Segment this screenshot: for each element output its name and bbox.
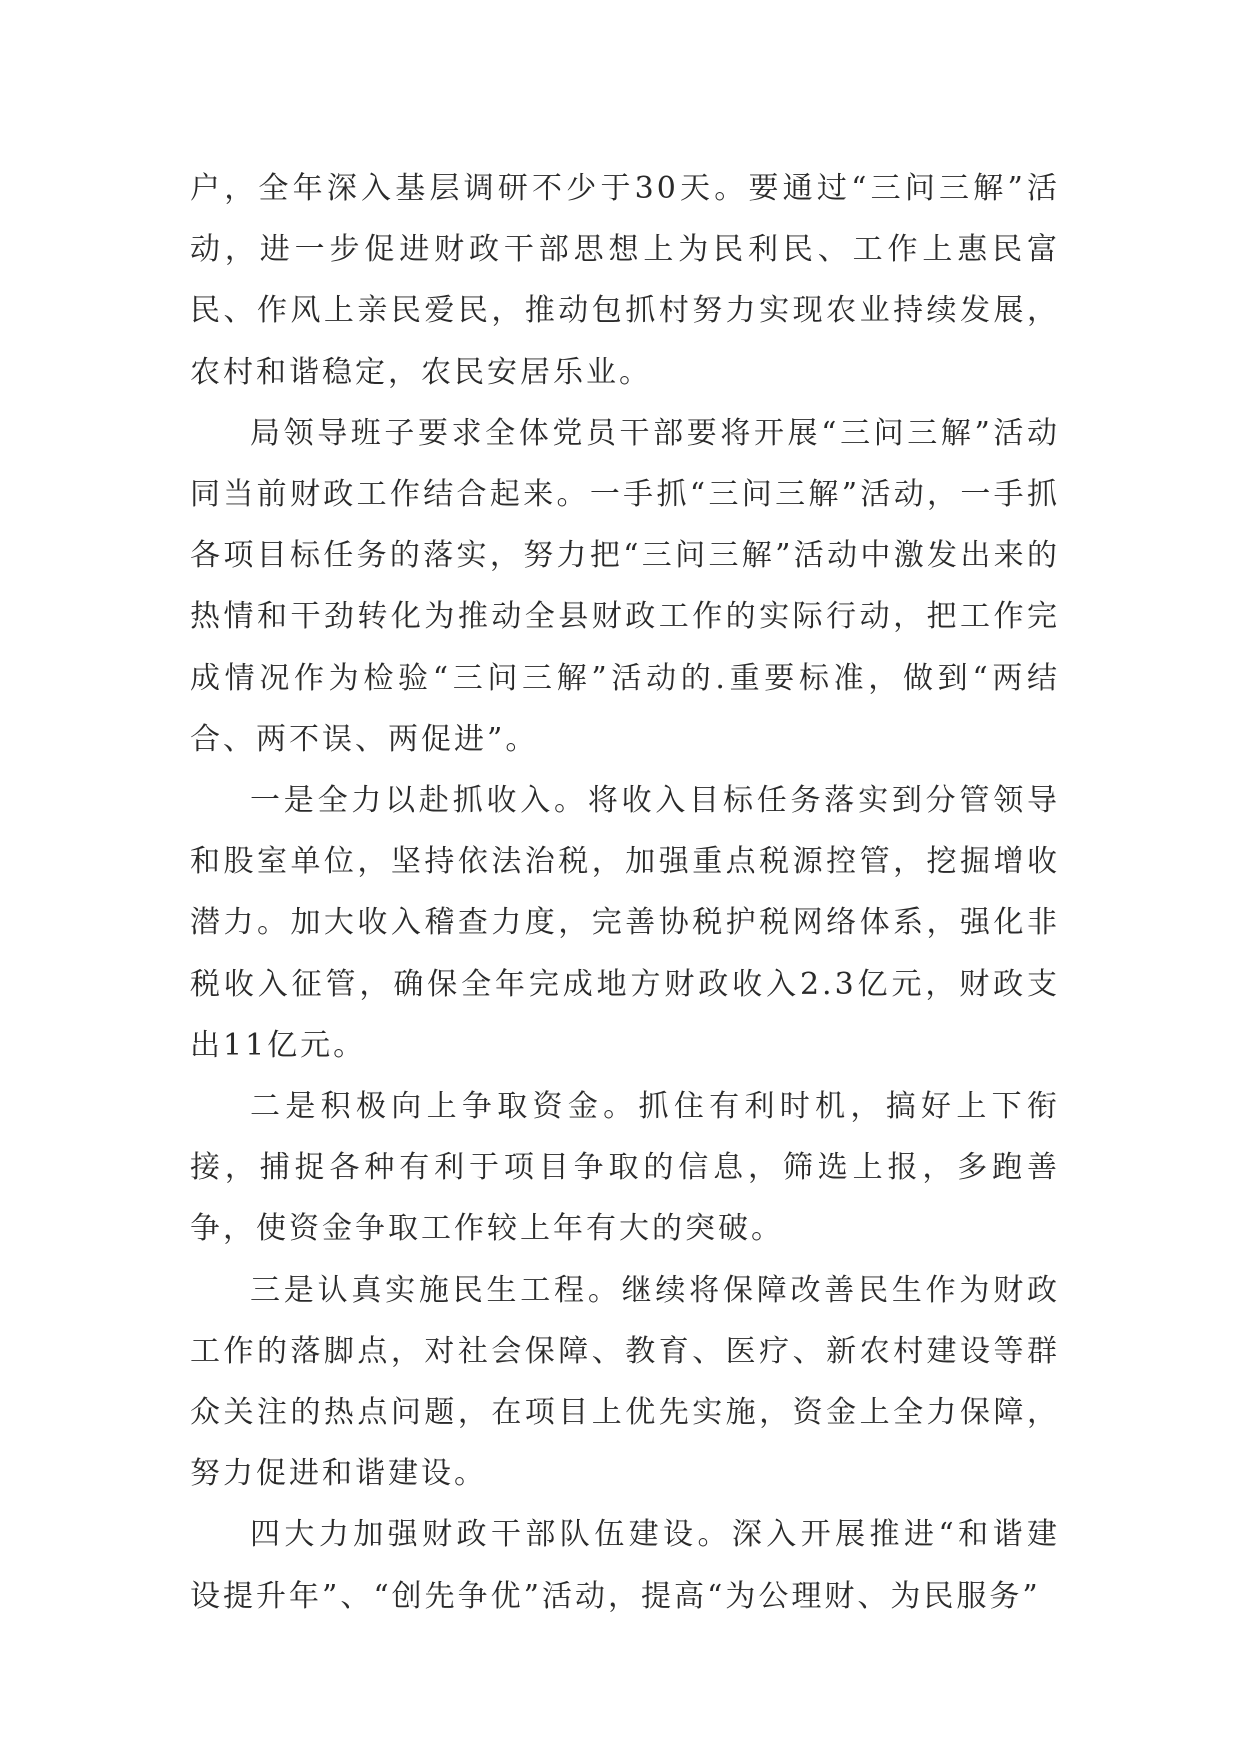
- paragraph-leadership-requirement: 局领导班子要求全体党员干部要将开展“三问三解”活动同当前财政工作结合起来。一手抓“三问三解”活动，一手抓各项目标任务的落实，努力把“三问三解”活动中激发出来的热情和干劲转化为推动全县财政工作的实际行动，把工作完成情况作为检验“三问三解”活动的.重要标准，做到“两结合、两不误、两促进”。: [190, 415, 1060, 757]
- paragraph-revenue: 一是全力以赴抓收入。将收入目标任务落实到分管领导和股室单位，坚持依法治税，加强重点税源控管，挖掘增收潜力。加大收入稽查力度，完善协税护税网络体系，强化非税收入征管，确保全年完成地方财政收入2.3亿元，财政支出11亿元。: [190, 783, 1060, 1063]
- paragraph-funding: 二是积极向上争取资金。抓住有利时机，搞好上下衔接，捕捉各种有利于项目争取的信息，筛选上报，多跑善争，使资金争取工作较上年有大的突破。: [190, 1089, 1060, 1247]
- paragraph-team-building: 四大力加强财政干部队伍建设。深入开展推进“和谐建设提升年”、“创先争优”活动，提高“为公理财、为民服务”: [190, 1517, 1060, 1614]
- paragraph-livelihood: 三是认真实施民生工程。继续将保障改善民生作为财政工作的落脚点，对社会保障、教育、医疗、新农村建设等群众关注的热点问题，在项目上优先实施，资金上全力保障，努力促进和谐建设。: [190, 1272, 1060, 1492]
- paragraph-continued: 户，全年深入基层调研不少于30天。要通过“三问三解”活动，进一步促进财政干部思想上为民利民、工作上惠民富民、作风上亲民爱民，推动包抓村努力实现农业持续发展，农村和谐稳定，农民安居乐业。: [190, 171, 1060, 390]
- document-body: [190, 158, 1060, 1627]
